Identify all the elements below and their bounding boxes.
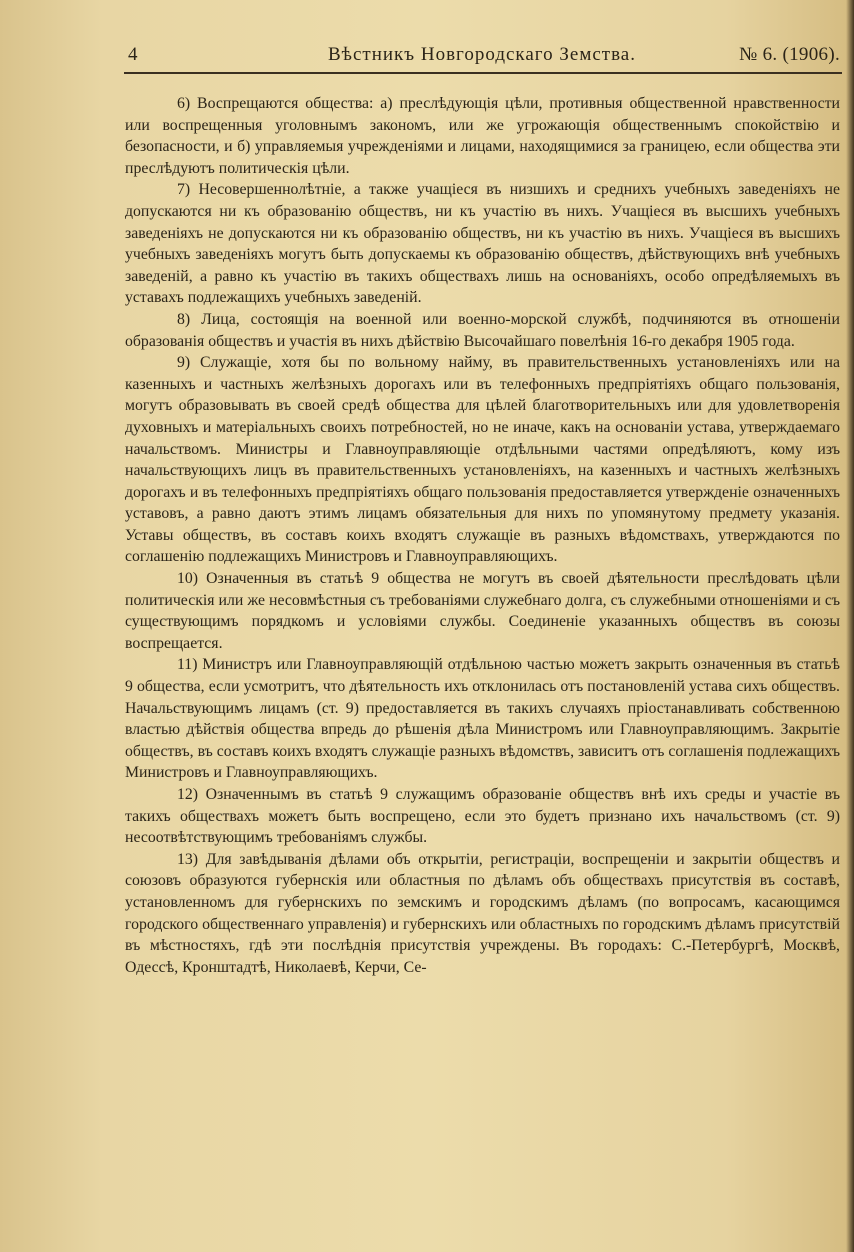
paragraph-10: 10) Означенныя въ статьѣ 9 общества не могутъ въ своей дѣятельности преслѣдовать цѣли политическія или же несовмѣстныя съ требованіями служебнаго долга, съ служебными отношеніями и съ существующимъ порядкомъ и условіями службы. Соединеніе указанныхъ обществъ въ союзы воспрещается.	[125, 570, 840, 652]
article-body	[125, 93, 840, 978]
page-header	[128, 44, 840, 74]
header-divider	[124, 72, 842, 74]
paragraph-7: 7) Несовершеннолѣтніе, а также учащіеся въ низшихъ и среднихъ учебныхъ заведеніяхъ не допускаются ни къ образованію обществъ, ни къ участію въ нихъ. Учащіеся въ высшихъ учебныхъ заведеніяхъ не допускаются ни къ образованію обществъ, ни къ участію въ нихъ. Учащіеся въ высшихъ учебныхъ заведеніяхъ могутъ быть допускаемы къ образованію обществъ, дѣйствующихъ внѣ учебныхъ заведеній, а равно къ участію въ такихъ обществахъ лишь на основаніяхъ, особо опредѣляемыхъ въ уставахъ подлежащихъ учебныхъ заведеній.	[125, 181, 840, 307]
paragraph-6: 6) Воспрещаются общества: а) преслѣдующія цѣли, противныя общественной нравственности или воспрещенныя уголовнымъ закономъ, или же угрожающія общественнымъ спокойствію и безопасности, и б) управляемыя учрежденіями и лицами, находящимися за границею, если общества эти преслѣдуютъ политическія цѣли.	[125, 95, 840, 177]
paragraph-13: 13) Для завѣдыванія дѣлами объ открытіи, регистраціи, воспрещеніи и закрытіи обществъ и союзовъ образуются губернскія или областныя по дѣламъ объ обществахъ присутствія въ составѣ, установленномъ для губернскихъ по земскимъ и городскимъ дѣламъ (по вопросамъ, касающимся городского общественнаго управленія) и губернскихъ или областныхъ по городскимъ дѣламъ присутствій въ мѣстностяхъ, гдѣ эти послѣднія присутствія учреждены. Въ городахъ: С.-Петербургѣ, Москвѣ, Одессѣ, Кронштадтѣ, Николаевѣ, Керчи, Се-	[125, 850, 840, 976]
journal-title: Вѣстникъ Новгородскаго Земства.	[328, 44, 636, 65]
page-edge-shadow	[846, 0, 854, 1252]
paragraph-9: 9) Служащіе, хотя бы по вольному найму, въ правительственныхъ установленіяхъ или на казенныхъ и частныхъ желѣзныхъ дорогахъ или въ телефонныхъ предпріятіяхъ общаго пользованія, могутъ образовывать въ своей средѣ общества для цѣлей благотворительныхъ или для удовлетворенія духовныхъ и матеріальныхъ своихъ потребностей, но не иначе, какъ на основаніи устава, утверждаемаго начальствомъ. Министры и Главноуправляющіе отдѣльными частями опредѣляютъ, кому изъ начальствующихъ лицъ въ правительственныхъ установленіяхъ, на казенныхъ и частныхъ желѣзныхъ дорогахъ и въ телефонныхъ предпріятіяхъ общаго пользованія предоставляется утвержденіе означенныхъ уставовъ, а равно даютъ этимъ лицамъ обязательныя для нихъ по упомянутому предмету указанія. Уставы обществъ, въ составъ коихъ входятъ служащіе въ разныхъ вѣдомствахъ, утверждаются по соглашенію подлежащихъ Министровъ и Главноуправляющихъ.	[125, 354, 840, 566]
page-number: 4	[128, 44, 138, 65]
paragraph-8: 8) Лица, состоящія на военной или военно-морской службѣ, подчиняются въ отношеніи образованія обществъ и участія въ нихъ дѣйствію Высочайшаго повелѣнія 16-го декабря 1905 года.	[125, 310, 840, 350]
paragraph-12: 12) Означеннымъ въ статьѣ 9 служащимъ образованіе обществъ внѣ ихъ среды и участіе въ такихъ обществахъ можетъ быть воспрещено, если это будетъ признано ихъ начальствомъ (ст. 9) несоотвѣтствующимъ требованіямъ службы.	[125, 786, 840, 847]
issue-number: № 6. (1906).	[739, 44, 840, 65]
paragraph-11: 11) Министръ или Главноуправляющій отдѣльною частью можетъ закрыть означенныя въ статьѣ 9 общества, если усмотритъ, что дѣятельность ихъ отклонилась отъ постановленій устава сихъ обществъ. Начальствующимъ лицамъ (ст. 9) предоставляется въ такихъ случаяхъ пріостанавливать собственною властью дѣйствія общества впредь до рѣшенія дѣла Министромъ или Главноуправляющимъ. Закрытіе обществъ, въ составъ коихъ входятъ служащіе разныхъ вѣдомствъ, зависитъ отъ соглашенія подлежащихъ Министровъ и Главноуправляющихъ.	[125, 656, 840, 782]
